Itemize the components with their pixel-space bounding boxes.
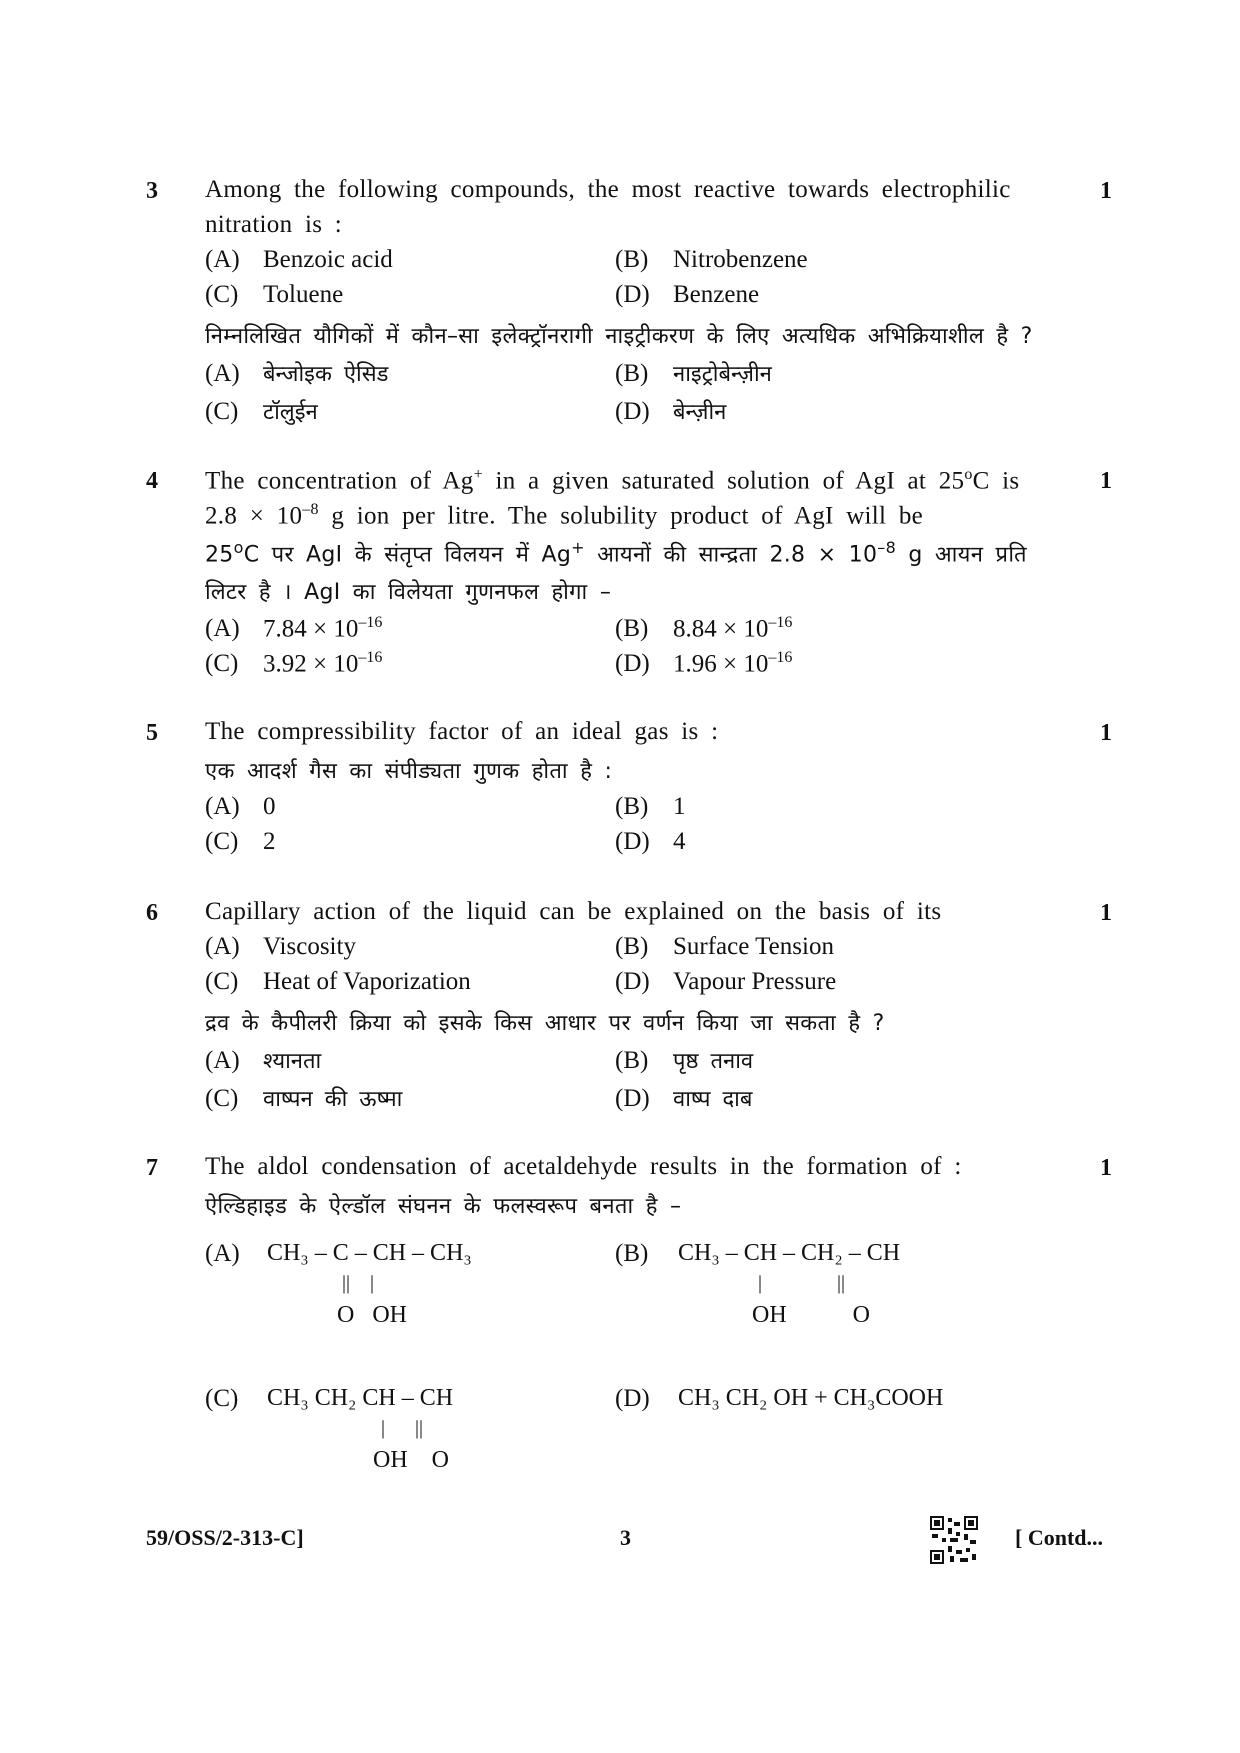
option-a-substituents: O OH	[337, 1302, 407, 1328]
question-text: The concentration of Ag+ in a given saturated solution of AgI at 25$^o$C is	[205, 466, 1020, 495]
option-c: (C) 2	[205, 828, 276, 855]
option-b: (B) $8.84 \times 10^{-16}$	[615, 614, 793, 643]
option-a-hindi: (A) बेन्जोइक ऐसिड	[205, 360, 389, 387]
option-c: (C) $3.92 \times 10^{-16}$	[205, 649, 383, 678]
option-d: (D) Vapour Pressure	[615, 968, 837, 995]
option-d: (D) 4	[615, 828, 686, 855]
marks: 1	[1100, 468, 1112, 494]
question-text-hindi: एक आदर्श गैस का संपीड्यता गुणक होता है :	[205, 759, 613, 784]
marks: 1	[1100, 1155, 1112, 1181]
marks: 1	[1100, 720, 1112, 746]
question-text: $2.8 \times 10^{-8}$ g ion per litre. The solubility product of AgI will be	[205, 501, 924, 530]
question-number: 3	[146, 178, 158, 204]
option-d-label: (D)	[615, 1385, 650, 1412]
question-text: The aldol condensation of acetaldehyde results in the formation of :	[205, 1153, 962, 1180]
marks: 1	[1100, 900, 1112, 926]
option-a: (A) 0	[205, 793, 276, 820]
option-c-hindi: (C) टॉलुईन	[205, 398, 318, 425]
option-b-hindi: (B) पृष्ठ तनाव	[615, 1047, 754, 1074]
marks: 1	[1100, 178, 1112, 204]
question-text-hindi: निम्नलिखित यौगिकों में कौन–सा इलेक्ट्रॉनरागी नाइट्रीकरण के लिए अत्यधिक अभिक्रियाशील है ?	[205, 324, 1033, 349]
option-a-formula: CH₃ – C – CH – CH₃	[267, 1240, 472, 1266]
question-text-hindi: लिटर है । AgI का विलेयता गुणनफल होगा –	[205, 580, 612, 605]
question-text-hindi: 25$^o$C पर AgI के संतृप्त विलयन में Ag+ आयनों की सान्द्रता $2.8 \times 10^{-8}$ g आयन प्रति	[205, 538, 1027, 568]
option-b: (B) Nitrobenzene	[615, 246, 808, 273]
page-number: 3	[620, 1525, 631, 1550]
question-number: 5	[146, 720, 158, 746]
option-b-hindi: (B) नाइट्रोबेन्ज़ीन	[615, 360, 772, 387]
question-text-hindi: द्रव के कैपीलरी क्रिया को इसके किस आधार पर वर्णन किया जा सकता है ?	[205, 1011, 885, 1036]
question-text: Among the following compounds, the most reactive towards electrophilic	[205, 176, 1011, 203]
option-d: (D) Benzene	[615, 281, 760, 308]
qr-code-icon	[930, 1516, 978, 1564]
option-c: (C) Toluene	[205, 281, 344, 308]
question-number: 7	[146, 1155, 158, 1181]
question-text: The compressibility factor of an ideal gas is :	[205, 718, 719, 745]
continued-label: [ Contd...	[1015, 1525, 1104, 1550]
option-d-hindi: (D) बेन्ज़ीन	[615, 398, 727, 425]
option-c-formula: CH₃ CH₂ CH – CH	[267, 1385, 454, 1411]
option-a: (A) Viscosity	[205, 933, 356, 960]
option-a-hindi: (A) श्यानता	[205, 1047, 322, 1074]
question-number: 4	[146, 468, 158, 494]
option-a-bonds: || |	[342, 1272, 375, 1294]
paper-code: 59/OSS/2-313-C]	[146, 1525, 304, 1550]
option-d: (D) $1.96 \times 10^{-16}$	[615, 649, 793, 678]
question-number: 6	[146, 900, 158, 926]
question-text-hindi: ऐल्डिहाइड के ऐल्डॉल संघनन के फलस्वरूप बनता है –	[205, 1194, 682, 1219]
option-b-bonds: | ||	[758, 1272, 846, 1294]
option-d-hindi: (D) वाष्प दाब	[615, 1085, 753, 1112]
option-c-bonds: | ||	[381, 1417, 424, 1439]
option-b-label: (B)	[615, 1240, 649, 1267]
option-b: (B) 1	[615, 793, 686, 820]
question-text: nitration is :	[205, 211, 343, 238]
option-c-hindi: (C) वाष्पन की ऊष्मा	[205, 1085, 403, 1112]
option-d-formula: CH₃ CH₂ OH + CH₃COOH	[678, 1385, 944, 1411]
option-c-label: (C)	[205, 1385, 239, 1412]
option-b: (B) Surface Tension	[615, 933, 834, 960]
option-a: (A) Benzoic acid	[205, 246, 393, 273]
option-c: (C) Heat of Vaporization	[205, 968, 471, 995]
option-a-label: (A)	[205, 1240, 240, 1267]
option-a: (A) $7.84 \times 10^{-16}$	[205, 614, 383, 643]
option-c-substituents: OH O	[373, 1447, 449, 1473]
question-text: Capillary action of the liquid can be explained on the basis of its	[205, 898, 942, 925]
option-b-formula: CH₃ – CH – CH₂ – CH	[678, 1240, 901, 1266]
option-b-substituents: OH O	[752, 1302, 870, 1328]
